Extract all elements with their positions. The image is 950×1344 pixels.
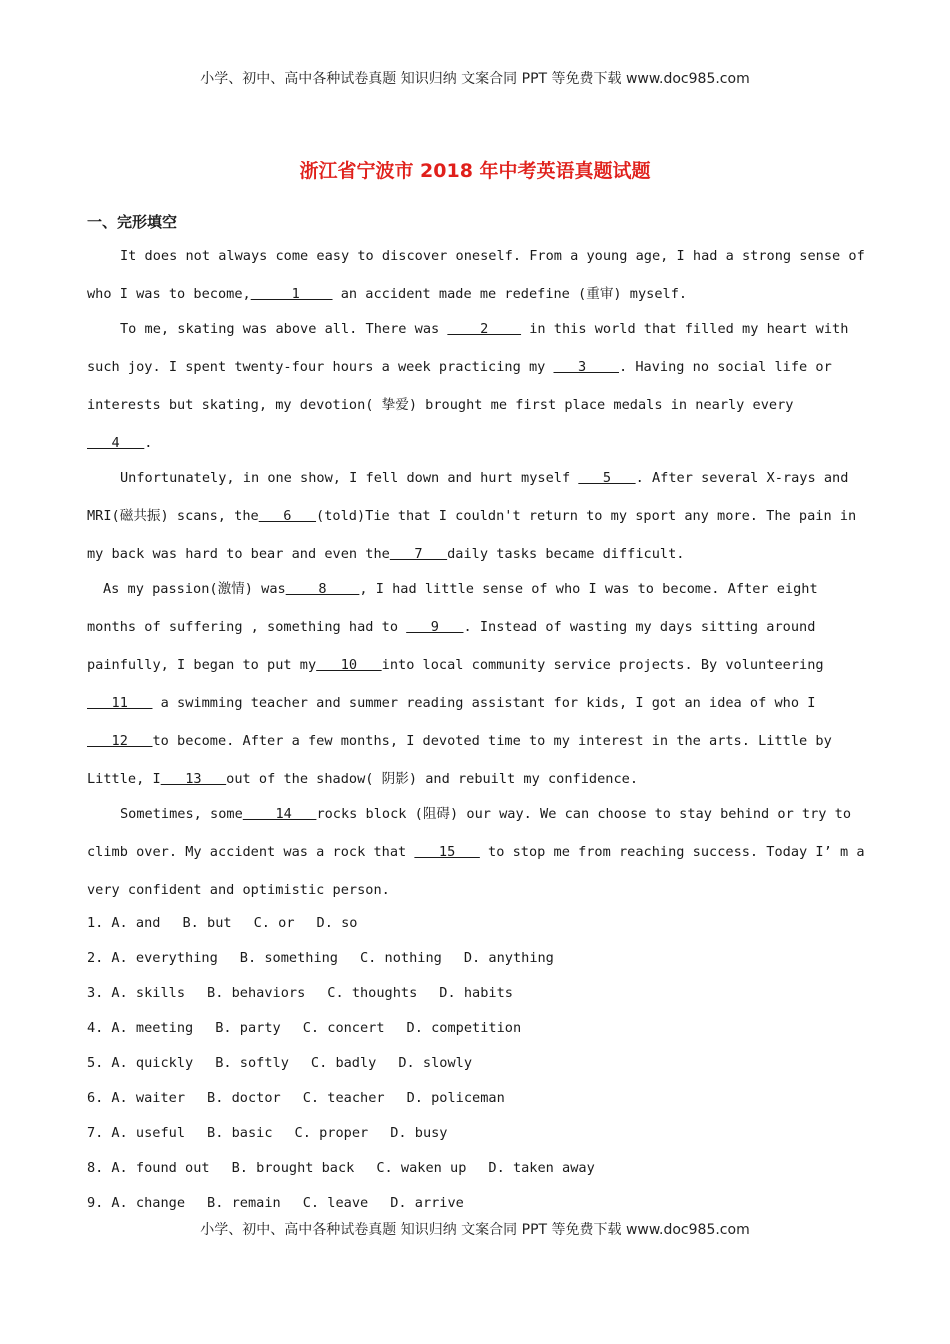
- option-a: A. found out: [111, 1160, 210, 1176]
- option-a: A. meeting: [111, 1020, 194, 1036]
- question-row-7: [87, 1116, 617, 1151]
- text-run: to become. After a few months, I devoted time to my interest in the arts. Little by Little, I: [87, 733, 832, 787]
- text-run: an accident made me redefine (重审) myself.: [332, 286, 688, 302]
- option-c: C. leave: [302, 1195, 369, 1211]
- document-title: 浙江省宁波市 2018 年中考英语真题试题: [299, 160, 651, 182]
- text-run: . Instead of wasting my days sitting around painfully, I began to put my: [87, 619, 816, 673]
- paragraph-4: [87, 570, 867, 798]
- blank-11: 11: [87, 695, 153, 711]
- blank-8: 8: [285, 581, 360, 597]
- option-b: B. behaviors: [207, 985, 306, 1001]
- question-number: 1.: [87, 915, 104, 931]
- option-c: C. badly: [310, 1055, 377, 1071]
- option-c: C. or: [253, 915, 295, 931]
- question-number: 4.: [87, 1020, 104, 1036]
- page-header: 小学、初中、高中各种试卷真题 知识归纳 文案合同 PPT 等免费下载 www.doc985.com: [200, 71, 750, 87]
- paragraph-3: [87, 459, 867, 573]
- text-run: . Having no social life or interests but skating, my devotion( 挚爱) brought me first place medals in nearly every: [87, 359, 832, 413]
- text-run: rocks block (阻碍) our way. We can choose to stay behind or try to climb over. My accident was a rock that: [87, 806, 852, 860]
- option-c: C. proper: [294, 1125, 369, 1141]
- option-b: B. brought back: [231, 1160, 355, 1176]
- option-d: D. slowly: [398, 1055, 473, 1071]
- question-number: 2.: [87, 950, 104, 966]
- option-d: D. arrive: [390, 1195, 464, 1211]
- option-c: C. thoughts: [327, 985, 418, 1001]
- option-a: A. everything: [111, 950, 218, 966]
- option-a: A. skills: [111, 985, 186, 1001]
- question-row-4: [87, 1011, 617, 1046]
- option-c: C. waken up: [376, 1160, 467, 1176]
- blank-3: 3: [553, 359, 619, 375]
- text-run: out of the shadow( 阴影) and rebuilt my confidence.: [226, 771, 638, 787]
- blank-5: 5: [578, 470, 636, 486]
- question-row-2: [87, 941, 617, 976]
- blank-7: 7: [389, 546, 448, 562]
- option-c: C. teacher: [302, 1090, 385, 1106]
- blank-12: 12: [87, 733, 153, 749]
- option-b: B. doctor: [207, 1090, 281, 1106]
- option-c: C. concert: [302, 1020, 385, 1036]
- option-b: B. basic: [207, 1125, 273, 1141]
- text-run: to stop me from reaching success. Today I’ m a very confident and optimistic person.: [87, 844, 865, 898]
- option-b: B. softly: [215, 1055, 289, 1071]
- option-d: D. busy: [390, 1125, 448, 1141]
- question-row-9: [87, 1186, 617, 1221]
- option-c: C. nothing: [360, 950, 442, 966]
- blank-2: 2: [447, 321, 522, 337]
- question-number: 6.: [87, 1090, 104, 1106]
- option-a: A. useful: [111, 1125, 186, 1141]
- option-d: D. anything: [463, 950, 554, 966]
- question-row-3: [87, 976, 617, 1011]
- blank-14: 14: [242, 806, 317, 822]
- paragraph-5: [87, 795, 867, 909]
- blank-1: 1: [250, 286, 333, 302]
- question-row-1: [87, 906, 617, 941]
- question-number: 8.: [87, 1160, 104, 1176]
- option-b: B. party: [215, 1020, 281, 1036]
- text-run: .: [144, 435, 153, 451]
- text-run: Sometimes, some: [120, 806, 243, 822]
- blank-9: 9: [406, 619, 464, 635]
- text-run: daily tasks became difficult.: [447, 546, 685, 562]
- option-d: D. taken away: [488, 1160, 595, 1176]
- text-run: , I had little sense of who I was to become. After eight months of suffering , something had to: [87, 581, 818, 635]
- text-run: a swimming teacher and summer reading assistant for kids, I got an idea of who I: [152, 695, 816, 711]
- option-b: B. something: [239, 950, 338, 966]
- option-b: B. remain: [207, 1195, 281, 1211]
- question-number: 9.: [87, 1195, 104, 1211]
- question-number: 7.: [87, 1125, 104, 1141]
- question-number: 5.: [87, 1055, 104, 1071]
- text-run: . After several X-rays and MRI(磁共振) scans, the: [87, 470, 849, 524]
- blank-15: 15: [414, 844, 480, 860]
- text-run: Unfortunately, in one show, I fell down and hurt myself: [120, 470, 579, 486]
- option-d: D. policeman: [406, 1090, 505, 1106]
- question-row-8: [87, 1151, 617, 1186]
- option-a: A. waiter: [111, 1090, 186, 1106]
- option-d: D. habits: [439, 985, 513, 1001]
- cloze-passage: [87, 237, 867, 909]
- option-a: A. and: [111, 915, 161, 931]
- blank-10: 10: [316, 657, 382, 673]
- text-run: into local community service projects. By volunteering: [381, 657, 824, 673]
- section-heading: 一、完形填空: [87, 213, 178, 231]
- page-footer: 小学、初中、高中各种试卷真题 知识归纳 文案合同 PPT 等免费下载 www.doc985.com: [200, 1222, 750, 1238]
- question-row-5: [87, 1046, 617, 1081]
- text-run: As my passion(激情) was: [103, 581, 286, 597]
- text-run: in this world that filled my heart with such joy. I spent twenty-four hours a week practicing my: [87, 321, 849, 375]
- text-run: (told)Tie that I couldn't return to my sport any more. The pain in my back was hard to bear and even the: [87, 508, 857, 562]
- blank-13: 13: [160, 771, 227, 787]
- paragraph-1: [87, 237, 867, 313]
- option-a: A. change: [111, 1195, 186, 1211]
- text-run: To me, skating was above all. There was: [120, 321, 448, 337]
- option-a: A. quickly: [111, 1055, 194, 1071]
- text-run: It does not always come easy to discover oneself. From a young age, I had a strong sense of who I was to become,: [87, 248, 865, 302]
- blank-4: 4: [87, 435, 145, 451]
- question-options: [87, 906, 617, 1221]
- paragraph-2: [87, 310, 867, 462]
- question-number: 3.: [87, 985, 104, 1001]
- option-d: D. so: [316, 915, 358, 931]
- question-row-6: [87, 1081, 617, 1116]
- option-d: D. competition: [406, 1020, 522, 1036]
- option-b: B. but: [182, 915, 232, 931]
- blank-6: 6: [258, 508, 317, 524]
